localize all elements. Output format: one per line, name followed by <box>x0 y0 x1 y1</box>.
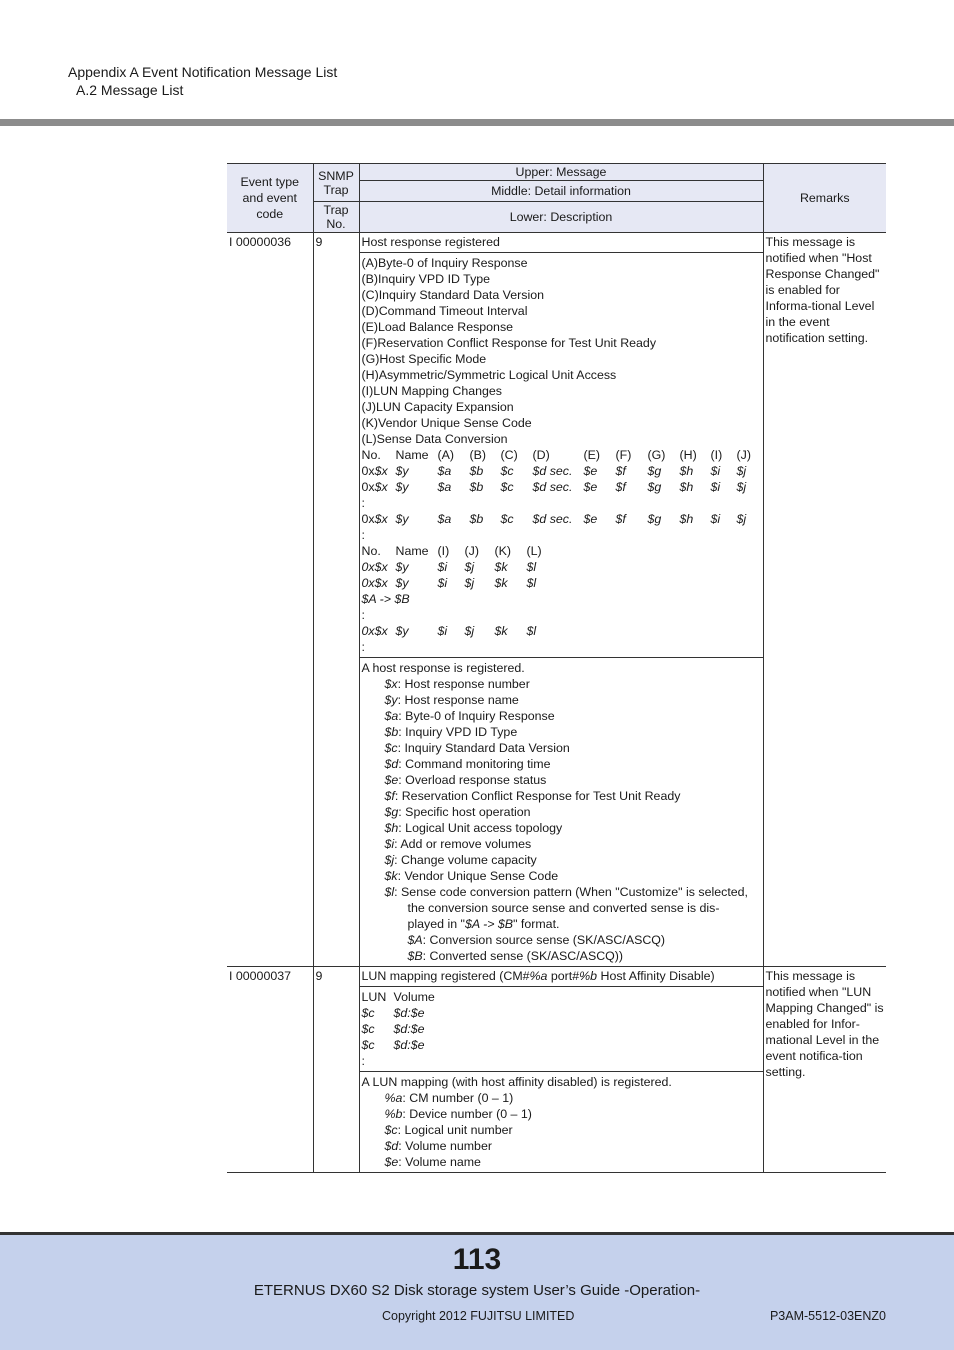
grid-cell: $d:$e <box>393 1006 425 1020</box>
grid-cell: (B) <box>469 448 487 462</box>
description-item: $b: Inquiry VPD ID Type <box>384 725 518 739</box>
grid-cell: $c <box>500 480 514 494</box>
grid-cell: Name <box>395 544 429 558</box>
grid-cell: (I) <box>710 448 723 462</box>
grid-cell: $j <box>464 576 475 590</box>
grid-cell: $l <box>526 576 537 590</box>
detail-information <box>359 253 763 658</box>
message-text <box>359 967 763 987</box>
text-part: played in " <box>407 917 465 931</box>
list-item: (A)Byte-0 of Inquiry Response <box>361 256 528 270</box>
description-items <box>362 1090 761 1170</box>
arrow-text: $A -> $B <box>361 592 410 606</box>
description-item: $f: Reservation Conflict Response for Test Unit Ready <box>384 789 681 803</box>
grid-cell: 0x$x <box>361 576 388 590</box>
grid-cell: Volume <box>393 990 435 1004</box>
grid-cell: $c <box>500 512 514 526</box>
table-row <box>227 233 886 253</box>
document-code: P3AM-5512-03ENZ0 <box>769 1309 886 1323</box>
header-chapter: Appendix A Event Notification Message List <box>68 64 338 80</box>
list-item: (E)Load Balance Response <box>361 320 514 334</box>
ellipsis-colon: : <box>361 1054 365 1068</box>
grid-cell: $f <box>615 480 626 494</box>
grid-cell: $j <box>736 464 747 478</box>
grid-cell: $y <box>395 624 409 638</box>
grid-cell: $k <box>494 576 508 590</box>
grid-cell: $f <box>615 512 626 526</box>
col-header-event-code: Event type and event code <box>227 164 313 233</box>
grid-cell: $a <box>437 512 452 526</box>
list-item: (J)LUN Capacity Expansion <box>361 400 514 414</box>
lun-row <box>362 1005 761 1021</box>
grid-cell: $d sec. <box>532 480 573 494</box>
text-part: Host Affinity Disable) <box>597 969 715 983</box>
grid-cell: $d sec. <box>532 512 573 526</box>
grid-cell: 0x$x <box>361 560 388 574</box>
grid-cell: $i <box>710 464 721 478</box>
grid-cell: (A) <box>437 448 455 462</box>
ellipsis-colon: : <box>361 608 365 622</box>
grid-cell: (C) <box>500 448 518 462</box>
detail-grid-row <box>362 575 761 591</box>
message-text: Host response registered <box>359 233 763 253</box>
grid-cell: (K) <box>494 544 512 558</box>
list-item: (D)Command Timeout Interval <box>361 304 528 318</box>
grid-cell: (E) <box>583 448 601 462</box>
grid-cell: $c <box>361 1006 375 1020</box>
grid-cell: $y <box>395 464 409 478</box>
description-item: $y: Host response name <box>384 693 519 707</box>
list-item: (F)Reservation Conflict Response for Test Unit Ready <box>361 336 657 350</box>
lun-row <box>362 1021 761 1037</box>
grid-cell: $h <box>679 512 694 526</box>
table-row <box>227 967 886 987</box>
page-number: 113 <box>452 1243 502 1276</box>
col-header-remarks: Remarks <box>763 164 886 233</box>
lun-header <box>362 989 761 1005</box>
col-header-trap-no: Trap No. <box>313 202 359 233</box>
description-item: $j: Change volume capacity <box>384 853 537 867</box>
grid-cell: $k <box>494 560 508 574</box>
grid-cell: 0x$x <box>361 464 388 478</box>
col-header-snmp-trap: SNMP Trap <box>313 164 359 202</box>
detail-grid-row <box>362 559 761 575</box>
description-item: %a: CM number (0 – 1) <box>384 1091 514 1105</box>
code-text: %a <box>529 969 548 983</box>
grid-cell: (J) <box>464 544 479 558</box>
remarks-text: This message is notified when "Host Response Changed" is enabled for Informa-tional Level in the event notification setting. <box>763 233 886 967</box>
description-item: %b: Device number (0 – 1) <box>384 1107 532 1121</box>
description-item: $d: Volume number <box>384 1139 492 1153</box>
grid-cell: $j <box>464 624 475 638</box>
grid-cell: $e <box>583 464 598 478</box>
grid-cell: (L) <box>526 544 542 558</box>
list-item: (H)Asymmetric/Symmetric Logical Unit Access <box>361 368 617 382</box>
list-item: (K)Vendor Unique Sense Code <box>361 416 532 430</box>
description-intro: A host response is registered. <box>361 661 525 675</box>
grid-cell: 0x$x <box>361 624 388 638</box>
description-item: $c: Logical unit number <box>384 1123 513 1137</box>
grid-cell: $i <box>437 624 448 638</box>
grid-cell: $g <box>647 512 662 526</box>
list-item: (L)Sense Data Conversion <box>361 432 508 446</box>
grid-cell: $l <box>526 560 537 574</box>
grid-cell: $c <box>361 1022 375 1036</box>
trap-number: 9 <box>313 233 359 967</box>
grid-cell: $d:$e <box>393 1038 425 1052</box>
grid-cell: $j <box>736 480 747 494</box>
description-item: $d: Command monitoring time <box>384 757 551 771</box>
list-item: (G)Host Specific Mode <box>361 352 487 366</box>
event-code: I 00000037 <box>227 967 313 1173</box>
lun-row <box>362 1037 761 1053</box>
description-item: $l: Sense code conversion pattern (When "Customize" is selected, <box>384 885 748 899</box>
header-section: A.2 Message List <box>76 82 184 98</box>
description-subitems <box>362 932 761 964</box>
detail-grid-header <box>362 543 761 559</box>
text-part: LUN mapping registered (CM# <box>361 969 530 983</box>
grid-cell: $y <box>395 560 409 574</box>
grid-cell: $j <box>736 512 747 526</box>
grid-cell: (G) <box>647 448 666 462</box>
description-item: $x: Host response number <box>384 677 530 691</box>
detail-grid-header <box>362 447 761 463</box>
description <box>359 1072 763 1173</box>
grid-cell: $i <box>710 512 721 526</box>
description-item: $g: Specific host operation <box>384 805 531 819</box>
list-item: (B)Inquiry VPD ID Type <box>361 272 491 286</box>
detail-grid-row <box>362 463 761 479</box>
grid-cell: $l <box>526 624 537 638</box>
list-item: (C)Inquiry Standard Data Version <box>361 288 545 302</box>
copyright: Copyright 2012 FUJITSU LIMITED <box>382 1309 575 1323</box>
ellipsis-colon: : <box>361 496 365 510</box>
grid-cell: $b <box>469 512 484 526</box>
grid-cell: $y <box>395 576 409 590</box>
grid-cell: $y <box>395 512 409 526</box>
grid-cell: $h <box>679 480 694 494</box>
grid-cell: $j <box>464 560 475 574</box>
description-continuation: the conversion source sense and converted sense is dis- <box>407 901 720 915</box>
description-items <box>362 676 761 900</box>
grid-cell: $c <box>361 1038 375 1052</box>
description-continuation <box>362 916 761 932</box>
header-rule <box>0 119 954 126</box>
description-item: $h: Logical Unit access topology <box>384 821 563 835</box>
grid-cell: (F) <box>615 448 632 462</box>
grid-cell: 0x$x <box>361 512 388 526</box>
grid-cell: $g <box>647 480 662 494</box>
col-header-upper: Upper: Message <box>359 164 763 181</box>
grid-cell: $d sec. <box>532 464 573 478</box>
event-code: I 00000036 <box>227 233 313 967</box>
footer-rule <box>0 1232 954 1235</box>
description-item: $B: Converted sense (SK/ASC/ASCQ)) <box>407 949 624 963</box>
detail-grid-row <box>362 623 761 639</box>
description-item: $k: Vendor Unique Sense Code <box>384 869 559 883</box>
grid-cell: $i <box>437 576 448 590</box>
grid-cell: $b <box>469 464 484 478</box>
grid-cell: $d:$e <box>393 1022 425 1036</box>
message-table <box>227 163 886 1173</box>
detail-information <box>359 987 763 1072</box>
description-item: $c: Inquiry Standard Data Version <box>384 741 570 755</box>
grid-cell: $k <box>494 624 508 638</box>
trap-number: 9 <box>313 967 359 1173</box>
grid-cell: Name <box>395 448 429 462</box>
text-part: " format. <box>513 917 560 931</box>
grid-cell: No. <box>361 448 381 462</box>
grid-cell: $b <box>469 480 484 494</box>
detail-grid-row <box>362 479 761 495</box>
grid-cell: $i <box>437 560 448 574</box>
grid-cell: $f <box>615 464 626 478</box>
description-item: $a: Byte-0 of Inquiry Response <box>384 709 555 723</box>
grid-cell: $y <box>395 480 409 494</box>
grid-cell: $e <box>583 512 598 526</box>
code-text: $A -> $B <box>464 917 514 931</box>
col-header-middle: Middle: Detail information <box>359 181 763 202</box>
ellipsis-colon: : <box>361 528 365 542</box>
description-item: $i: Add or remove volumes <box>384 837 532 851</box>
grid-cell: (H) <box>679 448 697 462</box>
conversion-pattern <box>362 591 761 607</box>
grid-cell: $i <box>710 480 721 494</box>
description-item: $e: Overload response status <box>384 773 547 787</box>
grid-cell: $c <box>500 464 514 478</box>
grid-cell: (I) <box>437 544 450 558</box>
grid-cell: $e <box>583 480 598 494</box>
running-header <box>68 63 337 99</box>
grid-cell: $a <box>437 480 452 494</box>
grid-cell: $a <box>437 464 452 478</box>
description-item: $A: Conversion source sense (SK/ASC/ASCQ) <box>407 933 666 947</box>
grid-cell: $h <box>679 464 694 478</box>
grid-cell: No. <box>361 544 381 558</box>
text-part: port# <box>547 969 580 983</box>
ellipsis-colon: : <box>361 640 365 654</box>
remarks-text: This message is notified when "LUN Mapping Changed" is enabled for Infor-mational Level in the event notifica-tion setting. <box>763 967 886 1173</box>
col-header-lower: Lower: Description <box>359 202 763 233</box>
grid-cell: (J) <box>736 448 751 462</box>
detail-grid-row <box>362 511 761 527</box>
list-item: (I)LUN Mapping Changes <box>361 384 502 398</box>
grid-cell: LUN <box>361 990 387 1004</box>
grid-cell: 0x$x <box>361 480 388 494</box>
description-intro: A LUN mapping (with host affinity disabled) is registered. <box>361 1075 672 1089</box>
document-title: ETERNUS DX60 S2 Disk storage system User’s Guide -Operation- <box>253 1282 701 1299</box>
grid-cell: $g <box>647 464 662 478</box>
code-text: %b <box>579 969 598 983</box>
grid-cell: (D) <box>532 448 550 462</box>
description <box>359 658 763 967</box>
description-item: $e: Volume name <box>384 1155 481 1169</box>
